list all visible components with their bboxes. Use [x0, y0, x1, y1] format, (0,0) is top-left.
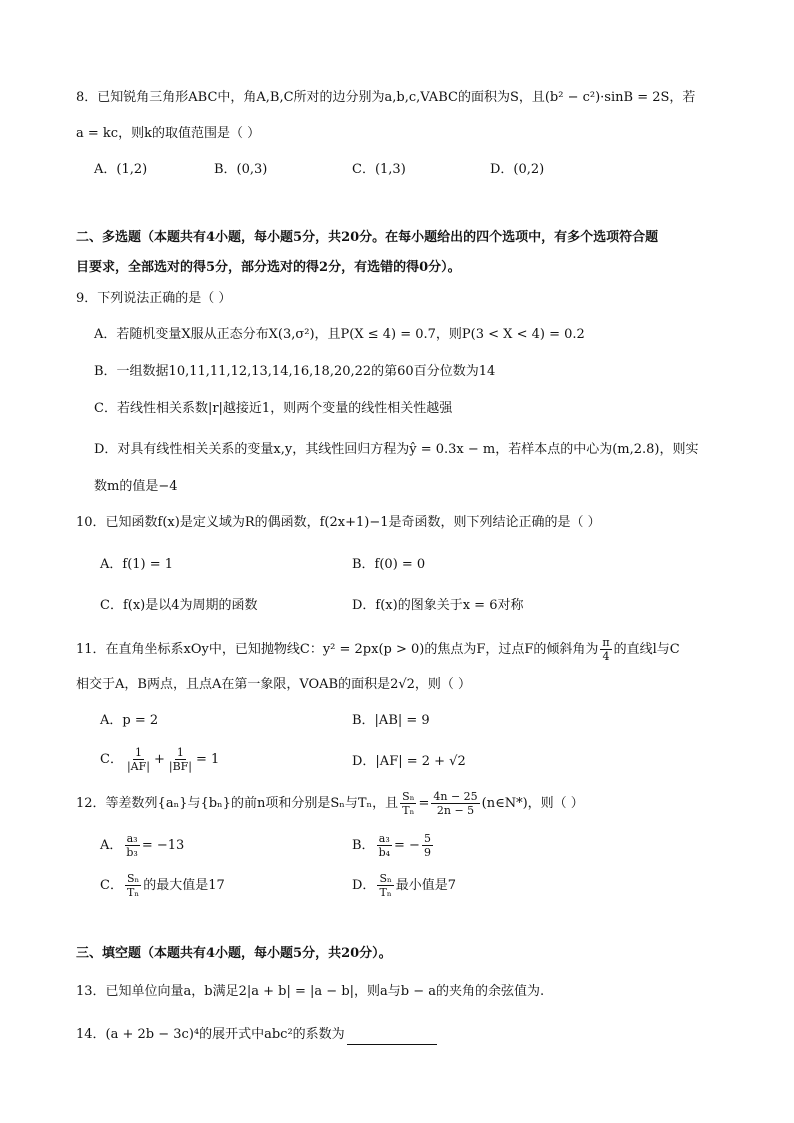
q12-option-d-fraction	[377, 872, 393, 899]
q11-angle-numerator: π	[602, 636, 610, 649]
q12-option-a-prefix: A．	[100, 838, 123, 853]
q9-option-a: A．若随机变量X服从正态分布X(3,σ²)，且P(X ≤ 4) = 0.7，则P(3 < X < 4) = 0.2	[94, 327, 585, 342]
q12-formula-denominator: 2n − 5	[436, 804, 475, 817]
q11-option-c-plus: +	[153, 752, 165, 767]
q12-option-d-tail: 最小值是7	[395, 878, 457, 893]
q11-option-c-fraction2-numerator: 1	[176, 746, 184, 759]
q8-option-b: B．(0,3)	[214, 162, 268, 177]
q14-text: 14．(a + 2b − 3c)⁴的展开式中abc²的系数为	[76, 1027, 345, 1042]
q9-stem: 9．下列说法正确的是（ ）	[76, 291, 232, 306]
q12-option-b-fraction2	[422, 832, 433, 859]
q11-option-c-fraction1-denominator: |AF|	[126, 760, 150, 773]
q10-stem: 10．已知函数f(x)是定义域为R的偶函数，f(2x+1)−1是奇函数，则下列结论正确的是（ ）	[76, 515, 601, 530]
q8-option-d: D．(0,2)	[490, 162, 545, 177]
q11-option-d: D．|AF| = 2 + √2	[352, 754, 466, 769]
q12-option-a-tail: = −13	[141, 838, 185, 853]
q11-option-c-fraction2	[167, 746, 194, 773]
q12-ratio-denominator: Tₙ	[402, 804, 415, 817]
q11-option-c-tail: = 1	[196, 752, 220, 767]
q12-option-b-fraction1	[377, 832, 392, 859]
q10-option-a: A．f(1) = 1	[100, 557, 174, 572]
q11-stem-line2: 相交于A，B两点，且点A在第一象限，VOAB的面积是2√2，则（ ）	[76, 677, 472, 692]
q11-option-b: B．|AB| = 9	[352, 713, 430, 728]
section3-heading: 三、填空题（本题共有4小题，每小题5分，共20分）。	[76, 946, 392, 961]
section2-heading-line2: 目要求，全部选对的得5分，部分选对的得2分，有选错的得0分）。	[76, 260, 461, 275]
q12-stem-pre: 12．等差数列{aₙ}与{bₙ}的前n项和分别是Sₙ与Tₙ，且	[76, 796, 399, 811]
q12-option-b-equals: = −	[394, 838, 420, 853]
q8-stem-line1: 8．已知锐角三角形ABC中，角A,B,C所对的边分别为a,b,c,VABC的面积为S，且(b² − c²)·sinB = 2S，若	[76, 90, 696, 105]
q10-option-b: B．f(0) = 0	[352, 557, 426, 572]
q9-option-d-line2: 数m的值是−4	[94, 479, 178, 494]
q14-line	[76, 1025, 437, 1045]
q12-option-c-tail: 的最大值是17	[143, 878, 225, 893]
q12-option-b-numerator2: 5	[423, 832, 431, 845]
section2-heading-line1: 二、多选题（本题共有4小题，每小题5分，共20分。在每小题给出的四个选项中，有多个选项符合题	[76, 230, 659, 245]
q12-option-a-denominator: b₃	[126, 846, 138, 859]
q9-option-b: B．一组数据10,11,11,12,13,14,16,18,20,22的第60百分位数为14	[94, 364, 496, 379]
q11-option-a: A．p = 2	[100, 713, 159, 728]
q12-option-c-numerator: Sₙ	[126, 872, 140, 885]
q12-option-d	[352, 872, 456, 899]
q11-angle-fraction	[600, 636, 611, 663]
q12-option-d-denominator: Tₙ	[379, 886, 392, 899]
q12-option-b-prefix: B．	[352, 838, 375, 853]
q12-formula-fraction	[431, 790, 479, 817]
q9-option-c: C．若线性相关系数|r|越接近1，则两个变量的线性相关性越强	[94, 401, 453, 416]
q12-option-c	[100, 872, 225, 899]
q11-option-c-fraction2-denominator: |BF|	[168, 760, 192, 773]
q12-option-d-numerator: Sₙ	[379, 872, 392, 885]
q12-option-b-numerator: a₃	[378, 832, 390, 845]
q12-ratio-fraction	[400, 790, 416, 817]
q12-stem-post: (n∈N*)，则（ ）	[481, 796, 584, 811]
q11-stem-pre: 11．在直角坐标系xOy中，已知抛物线C：y² = 2px(p > 0)的焦点为F，过点F的倾斜角为	[76, 642, 599, 657]
q12-option-b-denominator: b₄	[378, 846, 391, 859]
q12-stem	[76, 790, 584, 817]
q11-angle-denominator: 4	[602, 650, 610, 663]
q11-stem-post: 的直线l与C	[613, 642, 680, 657]
q11-option-c-fraction1	[125, 746, 152, 773]
q14-answer-blank	[347, 1030, 437, 1045]
q12-option-d-prefix: D．	[352, 878, 376, 893]
q11-option-c	[100, 746, 219, 773]
q11-option-c-fraction1-numerator: 1	[134, 746, 142, 759]
q11-option-c-prefix: C．	[100, 752, 123, 767]
q11-stem-line1	[76, 636, 680, 663]
q12-equals: =	[418, 796, 430, 811]
q12-option-c-fraction	[125, 872, 141, 899]
q9-option-d-line1: D．对具有线性相关关系的变量x,y，其线性回归方程为ŷ = 0.3x − m，若样本点的中心为(m,2.8)，则实	[94, 442, 699, 457]
q12-formula-numerator: 4n − 25	[433, 790, 478, 803]
q12-ratio-numerator: Sₙ	[402, 790, 415, 803]
q12-option-a	[100, 832, 184, 859]
q8-option-a: A．(1,2)	[94, 162, 148, 177]
q8-stem-line2: a = kc，则k的取值范围是（ ）	[76, 126, 261, 141]
q12-option-b-denominator2: 9	[423, 846, 431, 859]
q13-text: 13．已知单位向量a，b满足2|a + b| = |a − b|，则a与b − a的夹角的余弦值为.	[76, 984, 545, 999]
q12-option-a-fraction	[124, 832, 139, 859]
q10-option-c: C．f(x)是以4为周期的函数	[100, 598, 258, 613]
q12-option-b	[352, 832, 435, 859]
q10-option-d: D．f(x)的图象关于x = 6对称	[352, 598, 524, 613]
q12-option-a-numerator: a₃	[126, 832, 138, 845]
q12-option-c-denominator: Tₙ	[127, 886, 140, 899]
q8-option-c: C．(1,3)	[352, 162, 406, 177]
q12-option-c-prefix: C．	[100, 878, 123, 893]
